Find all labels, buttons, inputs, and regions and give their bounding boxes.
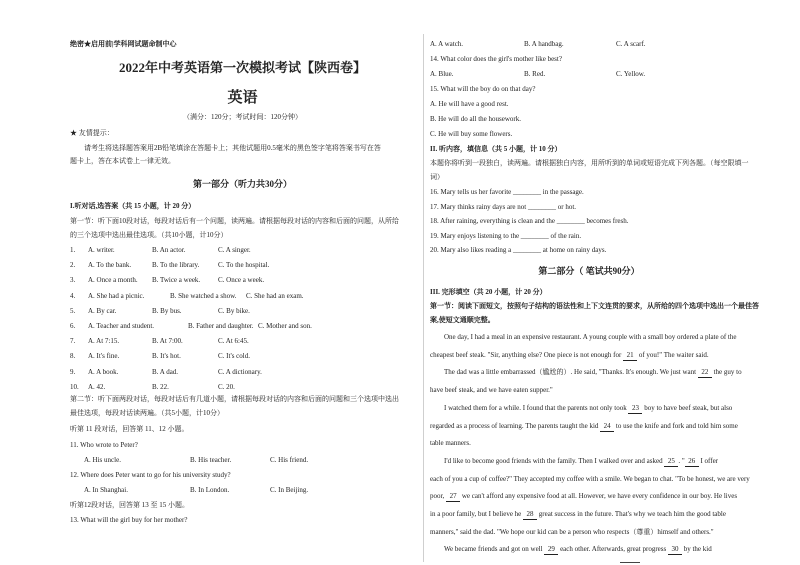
option-c: C. By bike. — [218, 306, 250, 315]
option-c: C. To the hospital. — [218, 261, 270, 270]
item-number: 2. — [70, 261, 76, 270]
fill-item — [430, 232, 581, 241]
cloze-blank: 22 — [698, 368, 712, 378]
fill-item-text: of the rain. — [548, 231, 582, 240]
fill-item-text: 17. Mary thinks rainy days are not — [430, 202, 528, 211]
q12-option-b: B. In London. — [190, 486, 230, 494]
cloze-blank: 23 — [628, 404, 642, 414]
q14-option-c: C. Yellow. — [616, 70, 646, 78]
q13-option-a: A. A watch. — [430, 40, 464, 48]
question-13: 13. What will the girl buy for her mother? — [70, 516, 188, 524]
dialog12-label: 听第12段对话，回答第 13 至 15 小题。 — [70, 501, 189, 509]
tips-line-1: 请考生将选择题答案用2B铅笔填涂在答题卡上；其他试题用0.5毫米的黑色签字笔将答案书写在答 — [84, 144, 381, 152]
option-b: B. At 7:00. — [152, 337, 183, 346]
section-iii-title: III. 完形填空（共 20 小题，计 20 分） — [430, 288, 547, 296]
option-b: B. It's hot. — [152, 352, 181, 361]
q13-option-c: C. A scarf. — [616, 40, 646, 48]
item-number: 1. — [70, 246, 76, 254]
fill-item — [430, 203, 576, 212]
option-c: C. Mother and son. — [258, 322, 312, 330]
passage-text: each other. Afterwards, great progress — [558, 545, 668, 554]
option-a: A. At 7:15. — [88, 337, 120, 346]
option-b: B. Twice a week. — [152, 276, 201, 285]
fill-blank: ________ — [556, 217, 585, 225]
tips-heading — [70, 129, 114, 138]
star-icon: ★ — [70, 129, 77, 137]
option-a: A. Once a month. — [88, 276, 138, 285]
q11-option-c: C. His friend. — [270, 456, 309, 464]
fill-blank: ________ — [513, 246, 542, 254]
section2-intro-1: 第二节：听下面两段对话，每段对话后有几道小题，请根据每段对话的内容和后面的问题和三个选项中选出 — [70, 395, 399, 403]
cloze-blank: 29 — [544, 545, 558, 555]
option-a: A. It's fine. — [88, 352, 120, 361]
passage-line — [430, 492, 737, 502]
option-c: C. Once a week. — [218, 276, 265, 285]
fill-item-text: 19. Mary enjoys listening to the — [430, 231, 521, 240]
fill-item — [430, 188, 584, 197]
option-a: A. writer. — [88, 246, 115, 254]
item-number: 5. — [70, 306, 76, 315]
fill-blank: ________ — [513, 188, 542, 196]
fill-item-text: in the passage. — [541, 188, 584, 196]
item-number: 7. — [70, 337, 76, 346]
option-a: A. 42. — [88, 382, 106, 391]
section-ii-intro-1: 本题你将听到一段独白，读两遍。请根据独白内容，用所听到的单词或短语完成下列各题。（每空限填一 — [430, 159, 749, 167]
passage-text: we can't afford any expensive food at all. However, we have every confidence in our boy. He lives — [460, 492, 738, 501]
passage-line: One day, I had a meal in an expensive restaurant. A young couple with a small boy ordered a plate of the — [444, 333, 737, 341]
q15-option-c: C. He will buy some flowers. — [430, 130, 513, 138]
cloze-blank: 26 — [685, 457, 699, 467]
passage-text: The dad was a little embarrassed（尴尬的）. He said, "Thanks. It's enough. We just want — [444, 368, 698, 377]
item-number: 3. — [70, 276, 76, 285]
section-ii-intro-2: 词） — [430, 173, 444, 181]
passage-line: table manners. — [430, 439, 471, 448]
fill-blank: ________ — [520, 231, 549, 240]
passage-line — [430, 510, 726, 520]
option-b: B. A dad. — [152, 367, 179, 376]
passage-text: regarded as a process of learning. The parents taught the kid — [430, 421, 601, 430]
option-c: C. She had an exam. — [246, 291, 304, 300]
passage-line — [430, 351, 709, 361]
item-number: 4. — [70, 291, 76, 300]
passage-text: of you!" The waiter said. — [637, 350, 709, 359]
question-15: 15. What will the boy do on that day? — [430, 85, 536, 93]
cloze-intro-2: 案,使短文通顺完整。 — [430, 316, 495, 324]
fill-item-text: at home on rainy days. — [541, 246, 607, 254]
item-number: 10. — [70, 382, 79, 391]
column-divider — [423, 34, 424, 562]
item-number: 9. — [70, 367, 76, 376]
option-b: B. An actor. — [152, 246, 186, 254]
fill-blank: ________ — [527, 202, 556, 211]
q12-option-c: C. In Beijing. — [270, 486, 309, 494]
passage-text: I'd like to become good friends with the family. Then I walked over and asked — [444, 456, 665, 465]
passage-line — [444, 545, 712, 555]
subject-title: 英语 — [227, 90, 258, 106]
passage-text: poor, — [430, 492, 447, 501]
passage-text: . " — [678, 456, 685, 465]
q12-option-a: A. In Shanghai. — [84, 486, 128, 494]
passage-line — [444, 457, 718, 467]
q14-option-a: A. Blue. — [430, 70, 454, 78]
part1-title: 第一部分（听力共30分） — [192, 179, 292, 189]
option-a: A. To the bank. — [88, 261, 132, 270]
page-footer-mark — [620, 562, 640, 563]
fill-item-text: becomes fresh. — [584, 217, 629, 225]
cloze-blank: 24 — [600, 422, 614, 432]
passage-text: I offer — [698, 456, 719, 465]
fill-item — [430, 246, 606, 255]
passage-text: by the kid — [681, 545, 712, 554]
passage-line — [444, 368, 742, 378]
item-number: 6. — [70, 322, 76, 330]
dialog11-label: 听第 11 段对话，回答第 11、12 小题。 — [70, 425, 189, 433]
option-a: A. Teacher and student. — [88, 322, 155, 330]
option-c: C. A dictionary. — [218, 367, 262, 376]
cloze-blank: 27 — [446, 492, 460, 502]
item-number: 8. — [70, 352, 76, 361]
question-14: 14. What color does the girl's mother like best? — [430, 55, 562, 63]
exam-meta: （满分：120分；考试时间：120分钟） — [183, 113, 302, 121]
section-ii-title: II. 听内容，填信息（共 5 小题，计 10 分） — [430, 145, 562, 153]
confidential-label: 绝密★启用前|学科网试题命制中心 — [70, 40, 177, 48]
option-a: A. By car. — [88, 306, 117, 315]
passage-text: great success in the future. That's why we teach him the good table — [537, 510, 726, 518]
section1-intro-2: 的三个选项中选出最佳选项。（共10小题，计10分） — [70, 231, 228, 239]
question-11: 11. Who wrote to Peter? — [70, 441, 138, 449]
option-b: B. To the library. — [152, 261, 200, 270]
part2-title: 第二部分（ 笔试共90分） — [538, 266, 640, 276]
passage-text: in a poor family, but I believe he — [430, 510, 524, 518]
passage-line — [444, 404, 732, 414]
passage-text: to use the knife and fork and told him some — [614, 421, 738, 430]
exam-title: 2022年中考英语第一次模拟考试【陕西卷】 — [118, 60, 366, 75]
passage-text: cheapest beef steak. "Sir, anything else? One piece is not enough for — [430, 350, 624, 359]
passage-line — [430, 422, 738, 432]
option-b: B. She watched a show. — [170, 291, 237, 300]
cloze-blank: 21 — [623, 351, 637, 361]
fill-item-text: 16. Mary tells us her favorite — [430, 188, 514, 196]
option-b: B. Father and daughter. — [188, 322, 254, 330]
option-a: A. A book. — [88, 367, 119, 376]
tips-line-2: 题卡上，答在本试卷上一律无效。 — [70, 157, 175, 165]
cloze-blank: 30 — [668, 545, 682, 555]
q13-option-b: B. A handbag. — [524, 40, 564, 48]
option-c: C. 20. — [218, 382, 235, 391]
section2-intro-2: 最佳选项，每段对话读两遍。（共5小题，计10分） — [70, 409, 224, 417]
option-b: B. By bus. — [152, 306, 182, 315]
option-a: A. She had a picnic. — [88, 291, 145, 300]
passage-text: boy to have beef steak, but also — [642, 403, 733, 412]
cloze-blank: 25 — [664, 457, 678, 467]
q15-option-b: B. He will do all the housework. — [430, 115, 521, 123]
cloze-intro-1: 第一节：阅读下面短文，按照句子结构的语法性和上下文连贯的要求，从所给的四个选项中选出一个最佳答 — [430, 302, 759, 310]
passage-text: I watched them for a while. I found that the parents not only took — [444, 403, 629, 412]
q14-option-b: B. Red. — [524, 70, 546, 78]
passage-text: We became friends and got on well — [444, 545, 545, 554]
tips-label: 友情提示： — [78, 129, 114, 137]
option-c: C. It's cold. — [218, 352, 250, 361]
section1-title: I.听对话,选答案（共 15 小题，计 20 分） — [70, 202, 196, 210]
fill-item-text: 20. Mary also likes reading a — [430, 246, 514, 254]
passage-line: each of you a cup of coffee?" They accepted my coffee with a smile. We began to chat. "To be honest, we are very — [430, 474, 750, 483]
q11-option-b: B. His teacher. — [190, 456, 232, 464]
q11-option-a: A. His uncle. — [84, 456, 121, 464]
passage-line: have beef steak, and we have eaten supper." — [430, 386, 553, 395]
passage-text: the guy to — [711, 368, 742, 377]
option-c: C. At 6:45. — [218, 337, 249, 346]
cloze-blank: 28 — [523, 510, 537, 520]
fill-item-text: or hot. — [555, 202, 577, 211]
section1-intro-1: 第一节：听下面10段对话，每段对话后有一个问题，读两遍。请根据每段对话的内容和后面的问题，从所给 — [70, 217, 399, 225]
passage-line: manners," said the dad. "We hope our kid can be a person who respects（尊重）himself and others." — [430, 527, 714, 536]
q15-option-a: A. He will have a good rest. — [430, 100, 509, 108]
option-c: C. A singer. — [218, 246, 251, 254]
question-12: 12. Where does Peter want to go for his university study? — [70, 471, 231, 479]
fill-item-text: 18. After raining, everything is clean and the — [430, 217, 557, 225]
option-b: B. 22. — [152, 382, 169, 391]
fill-item — [430, 217, 628, 226]
